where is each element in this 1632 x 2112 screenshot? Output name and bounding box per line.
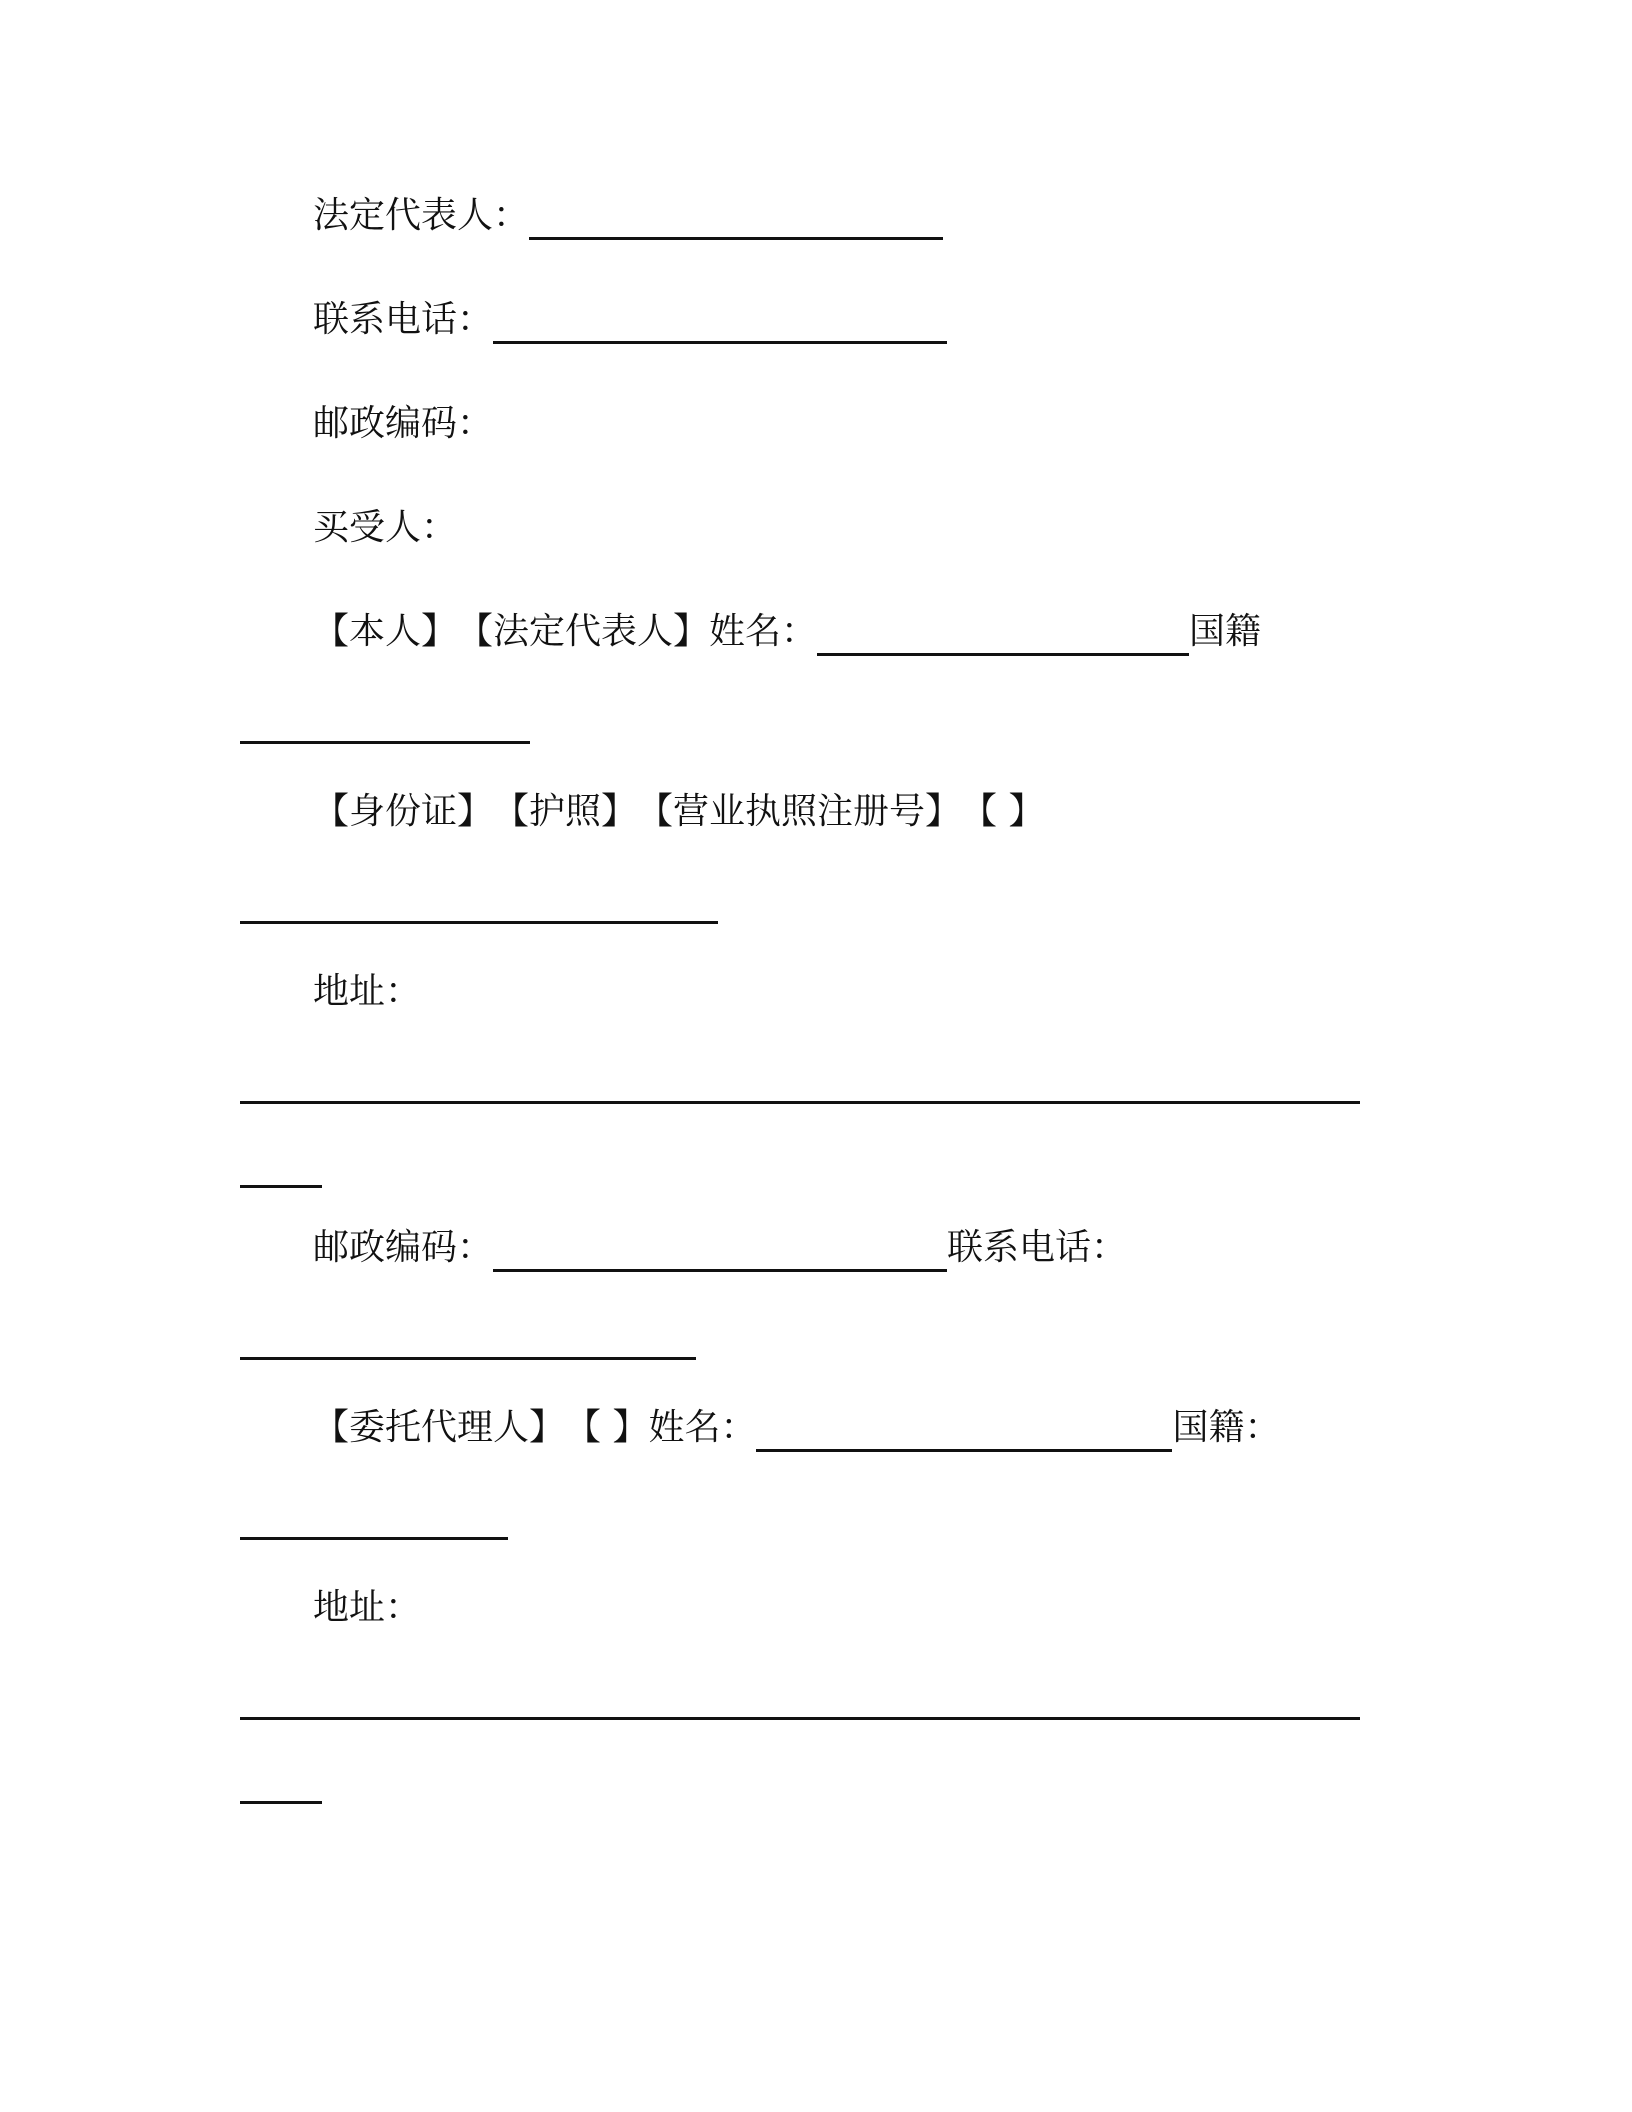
seller-legal-rep-label: 法定代表人： [313,195,530,236]
buyer-self-option[interactable]: 【本人】 [313,611,458,652]
buyer-address-label-row [313,968,421,1016]
buyer-heading: 买受人： [313,507,458,548]
buyer-id-card-option[interactable]: 【身份证】 [313,791,494,832]
agent-address-row-1 [240,1672,1360,1720]
buyer-address-row-2 [240,1140,322,1188]
buyer-postcode-field[interactable] [493,1238,947,1272]
buyer-document-number-field[interactable] [240,890,718,924]
seller-legal-rep-row [313,192,943,240]
seller-phone-field[interactable] [493,310,947,344]
buyer-address-label: 地址： [313,971,422,1012]
seller-postcode-row [313,400,493,448]
agent-address-label: 地址： [313,1587,422,1628]
buyer-phone-field[interactable] [240,1326,696,1360]
buyer-name-field[interactable] [817,622,1189,656]
agent-address-field[interactable] [240,1686,1360,1720]
agent-option[interactable]: 【委托代理人】 [313,1407,566,1448]
buyer-document-row [313,788,1045,836]
buyer-postcode-label: 邮政编码： [313,1227,494,1268]
agent-nationality-row [240,1492,508,1540]
buyer-phone-label: 联系电话： [947,1227,1128,1268]
buyer-address-field-continued[interactable] [240,1154,322,1188]
buyer-business-license-option[interactable]: 【营业执照注册号】 [637,791,962,832]
buyer-passport-option[interactable]: 【护照】 [493,791,638,832]
seller-postcode-label: 邮政编码： [313,403,494,444]
seller-legal-rep-field[interactable] [529,206,943,240]
buyer-other-document-option[interactable]: 【 】 [961,791,1045,832]
buyer-nationality-label: 国籍 [1189,611,1262,652]
buyer-document-number-row [240,876,718,924]
seller-phone-label: 联系电话： [313,299,494,340]
agent-address-row-2 [240,1756,322,1804]
buyer-nationality-row [240,696,530,744]
buyer-phone-row [240,1312,696,1360]
buyer-nationality-field[interactable] [240,710,530,744]
agent-name-label: 姓名： [648,1407,757,1448]
buyer-address-row-1 [240,1056,1360,1104]
agent-name-field[interactable] [756,1418,1172,1452]
agent-address-label-row [313,1584,421,1632]
agent-identity-row [313,1404,1281,1452]
buyer-legal-rep-option[interactable]: 【法定代表人】 [457,611,710,652]
buyer-name-label: 姓名： [709,611,818,652]
agent-nationality-label: 国籍： [1172,1407,1281,1448]
seller-phone-row [313,296,947,344]
agent-other-option[interactable]: 【 】 [565,1407,649,1448]
buyer-identity-row [313,608,1261,656]
agent-address-field-continued[interactable] [240,1770,322,1804]
buyer-address-field[interactable] [240,1070,1360,1104]
agent-nationality-field[interactable] [240,1506,508,1540]
buyer-contact-row [313,1224,1127,1272]
